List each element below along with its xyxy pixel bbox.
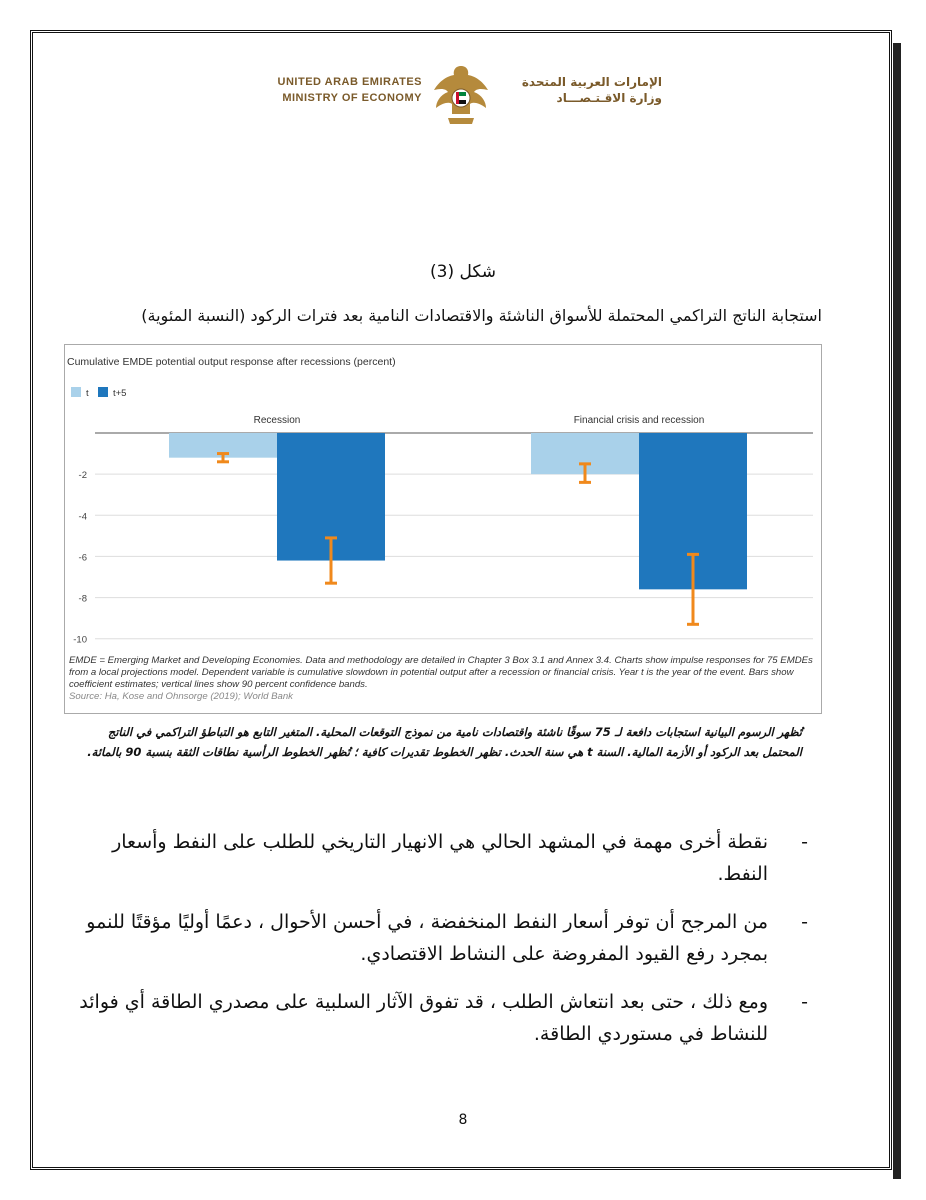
bullet-text: ومع ذلك ، حتى بعد انتعاش الطلب ، قد تفوق الآثار السلبية على مصدري الطاقة أي فوائد للنشاط في مستوردي الطاقة.	[79, 991, 768, 1045]
chart-container	[64, 344, 822, 714]
header-english	[262, 74, 422, 106]
figure-label: شكل (3)	[429, 262, 496, 282]
bullet-text: من المرجح أن توفر أسعار النفط المنخفضة ، في أحسن الأحوال ، دعمًا أوليًا مؤقتًا للنمو بمجرد رفع القيود المفروضة على النشاط الاقتصادي.	[86, 911, 768, 965]
legend-label-t: t	[86, 388, 89, 399]
bullet-text: نقطة أخرى مهمة في المشهد الحالي هي الانهيار التاريخي للطلب على النفط وأسعار النفط.	[112, 831, 768, 885]
chart-title: Cumulative EMDE potential output response after recessions (percent)	[67, 356, 396, 368]
y-tick-label: -6	[78, 552, 87, 564]
chart-legend	[71, 387, 126, 399]
figure-caption: تُظهر الرسوم البيانية استجابات دافعة لـ 75 سوقًا ناشئة واقتصادات نامية من نموذج التوقعات المحلية. المتغير التابع هو التباطؤ التراكمي في الناتج المحتمل بعد الركود أو الأزمة المالية. السنة t هي سنة الحدث. تظهر الخطوط تقديرات كافية ؛ تُظهر الخطوط الرأسية نطاقات الثقة بنسبة 90 بالمائة.	[87, 725, 802, 759]
y-tick-label: -8	[78, 593, 87, 605]
y-tick-label: -10	[73, 634, 87, 646]
y-axis-ticks	[73, 470, 87, 646]
legend-label-t5: t+5	[113, 388, 127, 399]
uae-falcon-emblem-icon	[428, 62, 494, 128]
figure-title: استجابة الناتج التراكمي المحتملة للأسواق الناشئة والاقتصادات النامية بعد فترات الركود (النسبة المئوية)	[141, 306, 822, 325]
header-english-line1: UNITED ARAB EMIRATES	[277, 76, 422, 88]
bullet-list	[78, 826, 808, 1066]
chart-source: Source: Ha, Kose and Ohnsorge (2019); World Bank	[69, 691, 293, 702]
page-number: 8	[458, 1112, 468, 1128]
list-item	[78, 906, 808, 970]
y-tick-label: -4	[78, 511, 87, 523]
panel-label-financial-crisis: Financial crisis and recession	[573, 415, 705, 426]
list-item	[78, 826, 808, 890]
header-arabic-line2: وزارة الاقـتـصـــاد	[556, 91, 662, 105]
y-tick-label: -2	[78, 470, 87, 482]
header-english-line2: MINISTRY OF ECONOMY	[282, 92, 422, 104]
bullet-dash: -	[801, 831, 808, 853]
bullet-dash: -	[801, 991, 808, 1013]
chart-note: EMDE = Emerging Market and Developing Economies. Data and methodology are detailed in Chapter 3 Box 3.1 and Annex 3.4. Charts show impulse responses for 75 EMDEs from a local projections model. Dependent variable is cumulative slowdown in potential output after a recession or financial crisis. Year t is the year of the event. Bars show coefficient estimates; vertical lines show 90 percent confidence bands.	[69, 655, 813, 690]
header-arabic-line1: الإمارات العربية المتحدة	[521, 75, 662, 89]
ministry-header	[0, 68, 926, 128]
header-arabic	[500, 74, 662, 106]
panel-label-recession: Recession	[253, 415, 301, 426]
legend-swatch-t5	[98, 387, 108, 397]
legend-swatch-t	[71, 387, 81, 397]
bars-layer	[169, 433, 747, 589]
list-item	[78, 986, 808, 1050]
bullet-dash: -	[801, 911, 808, 933]
